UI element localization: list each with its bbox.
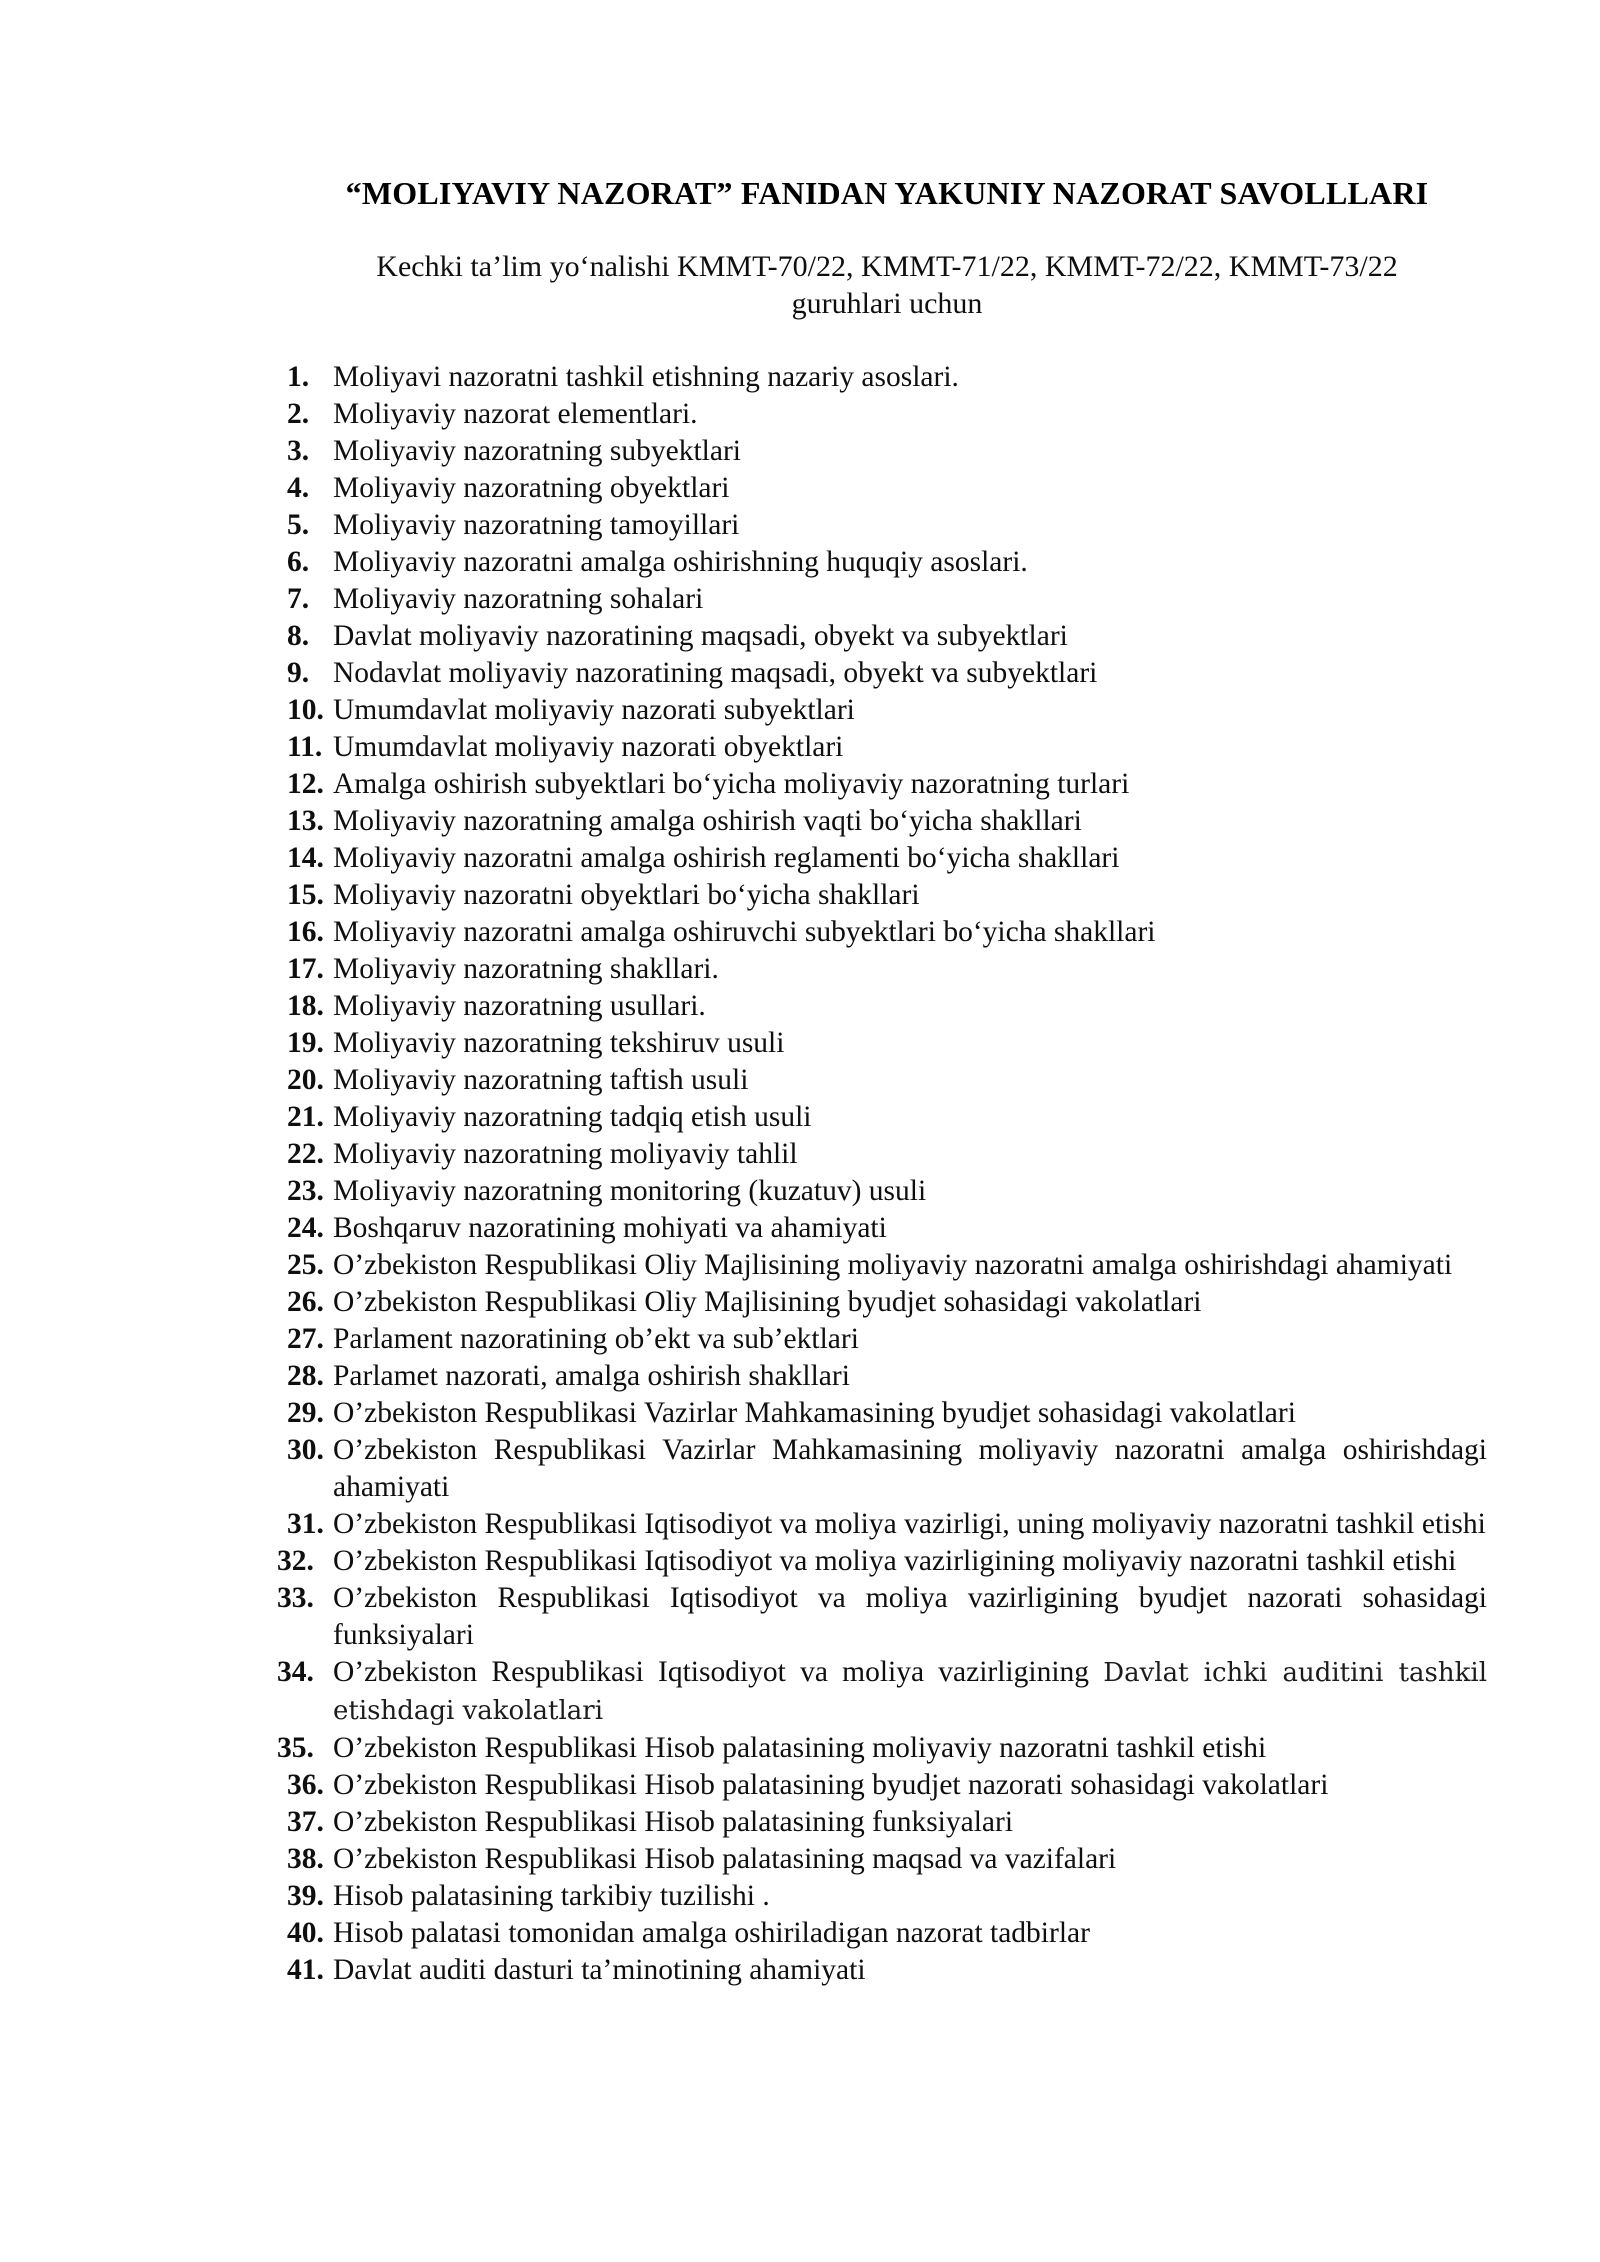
question-text: Hisob palatasining tarkibiy tuzilishi .	[333, 1880, 770, 1912]
question-number: 27.	[287, 1323, 324, 1355]
question-item	[287, 1210, 1487, 1247]
question-text: Moliyaviy nazoratning tamoyillari	[333, 509, 740, 541]
question-text: Moliyaviy nazoratning shakllari.	[333, 953, 719, 985]
question-item	[277, 1730, 1487, 1767]
question-number: 25.	[287, 1249, 324, 1281]
question-number: 13.	[287, 805, 324, 837]
question-item	[287, 766, 1487, 803]
question-text: Moliyaviy nazoratning sohalari	[333, 583, 704, 615]
question-text: Hisob palatasi tomonidan amalga oshiriladigan nazorat tadbirlar	[333, 1917, 1090, 1949]
question-number: 36.	[287, 1769, 324, 1801]
question-number: 41.	[287, 1954, 324, 1986]
question-text: Davlat auditi dasturi ta’minotining ahamiyati	[333, 1954, 866, 1986]
question-item	[287, 1878, 1487, 1915]
question-item	[277, 1543, 1487, 1580]
question-text: O’zbekiston Respublikasi Oliy Majlisining moliyaviy nazoratni amalga oshirishdagi ahamiyati	[333, 1249, 1453, 1281]
question-number: 9.	[287, 657, 310, 689]
question-text: Moliyaviy nazoratni amalga oshirish reglamenti boʻyicha shakllari	[333, 842, 1120, 874]
question-text: O’zbekiston Respublikasi Iqtisodiyot va moliya vazirligi, uning moliyaviy nazoratni tashkil etishi	[333, 1508, 1486, 1540]
question-text: Parlament nazoratining ob’ekt va sub’ektlari	[333, 1323, 859, 1355]
question-item	[287, 1358, 1487, 1395]
question-text: O’zbekiston Respublikasi Vazirlar Mahkamasining byudjet sohasidagi vakolatlari	[333, 1397, 1296, 1429]
question-number: 31.	[287, 1508, 324, 1540]
question-item	[287, 433, 1487, 470]
question-text: Moliyaviy nazoratning obyektlari	[333, 472, 730, 504]
question-item	[287, 581, 1487, 618]
question-text: Moliyaviy nazoratning monitoring (kuzatuv) usuli	[333, 1175, 927, 1207]
question-number: 11.	[287, 731, 323, 763]
question-item	[287, 655, 1487, 692]
question-item	[287, 1321, 1487, 1358]
question-text: O’zbekiston Respublikasi Iqtisodiyot va moliya vazirligining moliyaviy nazoratni tashkil etishi	[333, 1545, 1457, 1577]
question-text: Umumdavlat moliyaviy nazorati obyektlari	[333, 731, 844, 763]
question-text: Moliyaviy nazoratning tekshiruv usuli	[333, 1027, 785, 1059]
question-item	[287, 840, 1487, 877]
question-item	[287, 803, 1487, 840]
question-text: O’zbekiston Respublikasi Vazirlar Mahkamasining moliyaviy nazoratni amalga oshirishdagi ahamiyati	[333, 1434, 1487, 1503]
question-text: Moliyaviy nazorat elementlari.	[333, 398, 698, 430]
question-item	[287, 1432, 1487, 1506]
question-item	[287, 1099, 1487, 1136]
question-number: 38.	[287, 1843, 324, 1875]
question-item	[287, 1506, 1487, 1543]
question-item	[287, 618, 1487, 655]
question-number: 23.	[287, 1175, 324, 1207]
question-number: 12.	[287, 768, 324, 800]
question-text: Parlamet nazorati, amalga oshirish shakllari	[333, 1360, 850, 1392]
question-item	[287, 1952, 1487, 1989]
question-item	[287, 692, 1487, 729]
question-item	[287, 470, 1487, 507]
subtitle-line-2: guruhlari uchun	[791, 287, 983, 320]
question-item	[287, 396, 1487, 433]
question-text: O’zbekiston Respublikasi Iqtisodiyot va moliya vazirligining	[333, 1656, 1090, 1688]
question-item	[277, 1580, 1487, 1654]
question-item	[287, 1284, 1487, 1321]
question-text: O’zbekiston Respublikasi Oliy Majlisining byudjet sohasidagi vakolatlari	[333, 1286, 1202, 1318]
question-number: 15.	[287, 879, 324, 911]
question-number: 35.	[277, 1732, 314, 1764]
question-number: 26.	[287, 1286, 324, 1318]
question-number: 40.	[287, 1917, 324, 1949]
question-item	[287, 1025, 1487, 1062]
question-text: O’zbekiston Respublikasi Hisob palatasining byudjet nazorati sohasidagi vakolatlari	[333, 1769, 1329, 1801]
question-number: 2.	[287, 398, 310, 430]
page-title: “MOLIYAVIY NAZORAT” FANIDAN YAKUNIY NAZORAT SAVOLLLARI	[345, 175, 1429, 211]
question-text: Amalga oshirish subyektlari boʻyicha moliyaviy nazoratning turlari	[333, 768, 1130, 800]
question-number: 20.	[287, 1064, 324, 1096]
question-text: Moliyaviy nazoratning usullari.	[333, 990, 706, 1022]
question-item	[287, 1395, 1487, 1432]
question-item	[287, 951, 1487, 988]
question-item	[287, 1915, 1487, 1952]
question-text: O’zbekiston Respublikasi Hisob palatasining maqsad va vazifalari	[333, 1843, 1117, 1875]
question-number: 18.	[287, 990, 324, 1022]
question-text: Nodavlat moliyaviy nazoratining maqsadi, obyekt va subyektlari	[333, 657, 1098, 689]
question-number: 5.	[287, 509, 310, 541]
question-text: Moliyaviy nazoratning moliyaviy tahlil	[333, 1138, 798, 1170]
question-number: 3.	[287, 435, 310, 467]
question-text: Moliyaviy nazoratni amalga oshirishning huquqiy asoslari.	[333, 546, 1028, 578]
question-number: 30.	[287, 1434, 324, 1466]
question-item	[287, 877, 1487, 914]
question-item	[287, 507, 1487, 544]
question-number: 22.	[287, 1138, 324, 1170]
question-text: Umumdavlat moliyaviy nazorati subyektlari	[333, 694, 855, 726]
question-text: Boshqaruv nazoratining mohiyati va ahamiyati	[333, 1212, 887, 1244]
question-item	[287, 1136, 1487, 1173]
question-number: 37.	[287, 1806, 324, 1838]
question-text: Moliyaviy nazoratni amalga oshiruvchi subyektlari boʻyicha shakllari	[333, 916, 1156, 948]
question-number: 32.	[277, 1545, 314, 1577]
question-text: Moliyaviy nazoratni obyektlari boʻyicha shakllari	[333, 879, 920, 911]
question-number: 8.	[287, 620, 310, 652]
question-item	[287, 359, 1487, 396]
question-number: 34.	[277, 1656, 314, 1688]
question-number: 14.	[287, 842, 324, 874]
question-number: 19.	[287, 1027, 324, 1059]
question-item	[287, 1804, 1487, 1841]
subtitle-line-1: Kechki ta’lim yoʻnalishi KMMT-70/22, KMMT-71/22, KMMT-72/22, KMMT-73/22	[376, 250, 1398, 283]
question-text: Moliyaviy nazoratning subyektlari	[333, 435, 741, 467]
question-item	[287, 988, 1487, 1025]
question-number: 39.	[287, 1880, 324, 1912]
question-text: Moliyaviy nazoratning tadqiq etish usuli	[333, 1101, 812, 1133]
question-item	[287, 1767, 1487, 1804]
question-number: 10.	[287, 694, 324, 726]
question-item	[287, 914, 1487, 951]
question-number: 4.	[287, 472, 310, 504]
question-text: Moliyavi nazoratni tashkil etishning nazariy asoslari.	[333, 361, 959, 393]
question-text: Davlat moliyaviy nazoratining maqsadi, obyekt va subyektlari	[333, 620, 1068, 652]
question-item	[287, 1062, 1487, 1099]
question-text: O’zbekiston Respublikasi Hisob palatasining funksiyalari	[333, 1806, 1014, 1838]
question-number: 7.	[287, 583, 310, 615]
question-number: 33.	[277, 1582, 314, 1614]
question-item	[277, 1654, 1488, 1730]
question-number: 1.	[287, 361, 310, 393]
question-item	[287, 1173, 1487, 1210]
question-item	[287, 1247, 1487, 1284]
question-text-alt-font: Davlat ichki auditini tashkil etishdagi vakolatlari	[333, 1658, 1488, 1726]
question-number: 29.	[287, 1397, 324, 1429]
question-number: 28.	[287, 1360, 324, 1392]
question-text: O’zbekiston Respublikasi Iqtisodiyot va moliya vazirligining byudjet nazorati sohasidagi funksiyalari	[333, 1582, 1487, 1651]
question-item	[287, 729, 1487, 766]
question-item	[287, 544, 1487, 581]
question-text: Moliyaviy nazoratning amalga oshirish vaqti boʻyicha shakllari	[333, 805, 1082, 837]
question-number: 6.	[287, 546, 310, 578]
question-number: 21.	[287, 1101, 324, 1133]
heading-block	[287, 174, 1487, 322]
question-number: 17.	[287, 953, 324, 985]
question-text: Moliyaviy nazoratning taftish usuli	[333, 1064, 749, 1096]
question-text: O’zbekiston Respublikasi Hisob palatasining moliyaviy nazoratni tashkil etishi	[333, 1732, 1267, 1764]
question-number: 24.	[287, 1212, 324, 1244]
page-subtitle	[287, 248, 1487, 322]
question-number: 16.	[287, 916, 324, 948]
question-item	[287, 1841, 1487, 1878]
question-list	[277, 359, 1488, 1989]
